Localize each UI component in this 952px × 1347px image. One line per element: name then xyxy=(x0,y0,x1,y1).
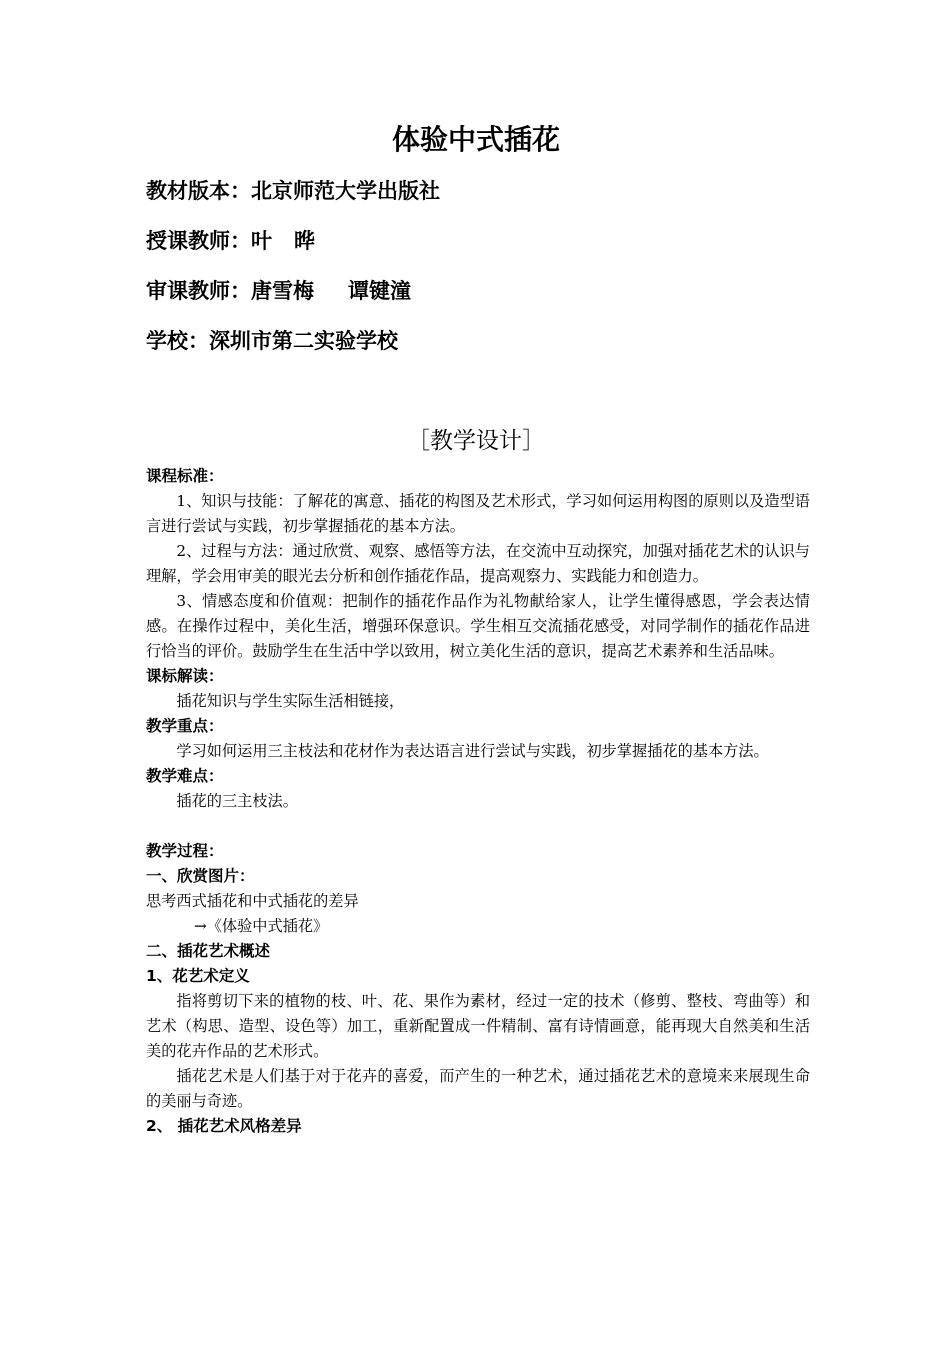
blank-line xyxy=(146,814,810,839)
document-body xyxy=(146,464,810,1139)
section-heading: ［教学设计］ xyxy=(407,428,545,454)
paragraph-key-point: 学习如何运用三主枝法和花材作为表达语言进行尝试与实践，初步掌握插花的基本方法。 xyxy=(176,742,769,760)
heading-style-difference: 2、 插花艺术风格差异 xyxy=(146,1117,302,1135)
heading-course-standard: 课程标准： xyxy=(146,467,224,485)
heading-definition: 1、花艺术定义 xyxy=(146,967,250,985)
paragraph-art-meaning: 插花艺术是人们基于对于花卉的喜爱，而产生的一种艺术，通过插花艺术的意境来来展现生命的美丽与奇迹。 xyxy=(146,1067,810,1110)
heading-step-overview: 二、插花艺术概述 xyxy=(146,942,271,960)
paragraph-definition: 指将剪切下来的植物的枝、叶、花、果作为素材，经过一定的技术（修剪、整枝、弯曲等）和艺术（构思、造型、设色等）加工，重新配置成一件精制、富有诗情画意，能再现大自然美和生活美的花卉作品的艺术形式。 xyxy=(146,992,810,1060)
reviewer-name-2: 谭键潼 xyxy=(348,279,411,303)
heading-teaching-process: 教学过程： xyxy=(146,842,224,860)
reviewer-label: 审课教师：唐雪梅 xyxy=(146,279,314,303)
teacher-label: 授课教师：叶 xyxy=(146,229,272,253)
heading-standard-interpretation: 课标解读： xyxy=(146,667,224,685)
school-line: 学校：深圳市第二实验学校 xyxy=(146,329,398,353)
paragraph-emotion-values: 3、情感态度和价值观：把制作的插花作品作为礼物献给家人，让学生懂得感恩，学会表达情感。在操作过程中，美化生活，增强环保意识。学生相互交流插花感受，对同学制作的插花作品进行恰当的评价。鼓励学生在生活中学以致用，树立美化生活的意识，提高艺术素养和生活品味。 xyxy=(146,592,810,660)
paragraph-think-difference: 思考西式插花和中式插花的差异 xyxy=(146,892,359,910)
textbook-version: 教材版本：北京师范大学出版社 xyxy=(146,179,440,203)
teacher-line xyxy=(146,226,315,256)
paragraph-process-method: 2、过程与方法：通过欣赏、观察、感悟等方法，在交流中互动探究，加强对插花艺术的认识与理解，学会用审美的眼光去分析和创作插花作品，提高观察力、实践能力和创造力。 xyxy=(146,542,810,585)
reviewer-line xyxy=(146,276,411,306)
heading-difficult-point: 教学难点： xyxy=(146,767,224,785)
paragraph-difficult-point: 插花的三主枝法。 xyxy=(176,792,298,810)
heading-key-point: 教学重点： xyxy=(146,717,224,735)
paragraph-interpretation: 插花知识与学生实际生活相链接， xyxy=(176,692,405,710)
teacher-name-part2: 晔 xyxy=(294,229,315,253)
paragraph-arrow-title: →《体验中式插花》 xyxy=(194,917,329,935)
document-title: 体验中式插花 xyxy=(391,123,560,156)
paragraph-knowledge-skills: 1、知识与技能：了解花的寓意、插花的构图及艺术形式，学习如何运用构图的原则以及造型语言进行尝试与实践，初步掌握插花的基本方法。 xyxy=(146,492,810,535)
heading-step-appreciate: 一、欣赏图片： xyxy=(146,867,255,885)
